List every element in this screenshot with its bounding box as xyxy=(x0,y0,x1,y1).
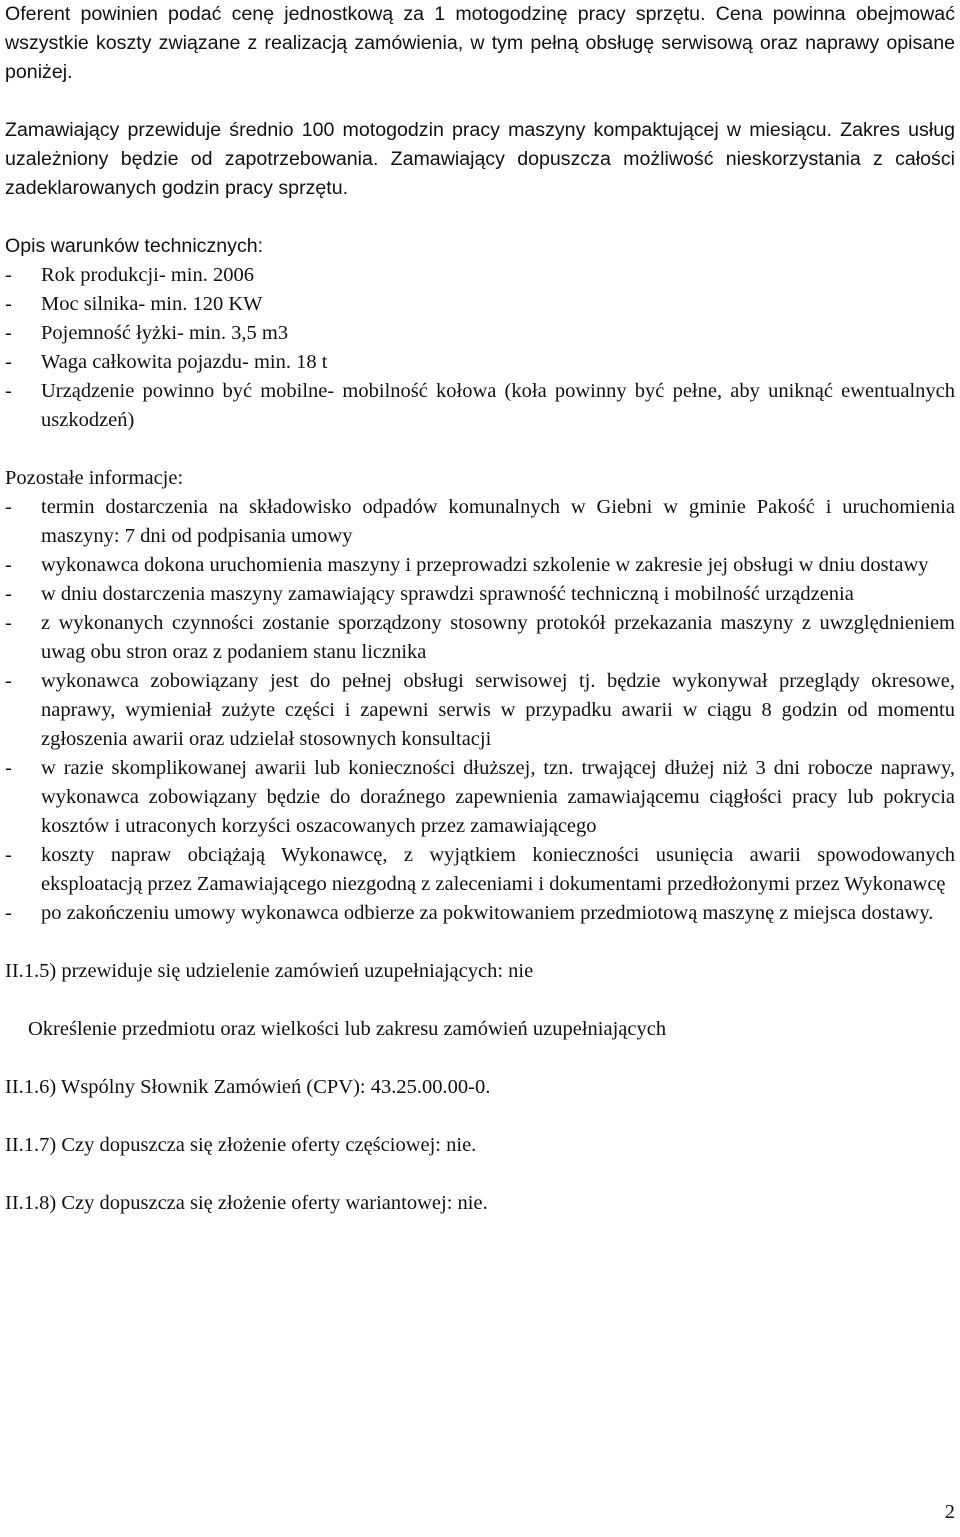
section-ii-1-6: II.1.6) Wspólny Słownik Zamówień (CPV): 43.25.00.00-0. xyxy=(5,1076,491,1098)
section-ii-1-8: II.1.8) Czy dopuszcza się złożenie oferty wariantowej: nie. xyxy=(5,1192,488,1214)
section-ii-1-5-detail: Określenie przedmiotu oraz wielkości lub zakresu zamówień uzupełniających xyxy=(28,1018,667,1040)
list-item: - koszty napraw obciążają Wykonawcę, z wyjątkiem konieczności usunięcia awarii spowodowanych eksploatacją przez Zamawiającego niezgodną z zaleceniami i dokumentami przedłożonymi przez Wykonawcę xyxy=(5,841,955,899)
dash-marker: - xyxy=(5,757,12,779)
section-ii-1-5: II.1.5) przewiduje się udzielenie zamówień uzupełniających: nie xyxy=(5,960,534,982)
list-item: - termin dostarczenia na składowisko odpadów komunalnych w Giebni w gminie Pakość i uruchomienia maszyny: 7 dni od podpisania umowy xyxy=(5,493,955,551)
list-item: - w razie skomplikowanej awarii lub konieczności dłuższej, tzn. trwającej dłużej niż 3 dni robocze naprawy, wykonawca zobowiązany będzie do doraźnego zapewnienia zamawiającemu ciągłości pracy lub pokrycia kosztów i utraconych korzyści oszacowanych przez zamawiającego xyxy=(5,754,955,841)
dash-marker: - xyxy=(5,264,12,286)
list-item: - Pojemność łyżki- min. 3,5 m3 xyxy=(5,319,955,348)
dash-marker: - xyxy=(5,902,12,924)
list-item: - Urządzenie powinno być mobilne- mobilność kołowa (koła powinny być pełne, aby uniknąć ewentualnych uszkodzeń) xyxy=(5,377,955,435)
page-number: 2 xyxy=(944,1501,955,1523)
dash-marker: - xyxy=(5,293,12,315)
dash-marker: - xyxy=(5,583,12,605)
dash-marker: - xyxy=(5,496,12,518)
dash-marker: - xyxy=(5,612,12,634)
intro-paragraph-1: Oferent powinien podać cenę jednostkową za 1 motogodzinę pracy sprzętu. Cena powinna obejmować wszystkie koszty związane z realizacją zamówienia, w tym pełną obsługę serwisową oraz naprawy opisane poniżej. xyxy=(5,3,955,83)
dash-marker: - xyxy=(5,844,12,866)
list-item: - wykonawca dokona uruchomienia maszyny i przeprowadzi szkolenie w zakresie jej obsługi w dniu dostawy xyxy=(5,551,955,580)
list-item: - po zakończeniu umowy wykonawca odbierze za pokwitowaniem przedmiotową maszynę z miejsca dostawy. xyxy=(5,899,955,928)
dash-marker: - xyxy=(5,554,12,576)
document-page xyxy=(5,0,955,1218)
list-item: - Rok produkcji- min. 2006 xyxy=(5,261,955,290)
dash-marker: - xyxy=(5,322,12,344)
intro-paragraph-2: Zamawiający przewiduje średnio 100 motogodzin pracy maszyny kompaktującej w miesiącu. Zakres usług uzależniony będzie od zapotrzebowania. Zamawiający dopuszcza możliwość nieskorzystania z całości zadeklarowanych godzin pracy sprzętu. xyxy=(5,119,955,199)
list-item: - z wykonanych czynności zostanie sporządzony stosowny protokół przekazania maszyny z uwzględnieniem uwag obu stron oraz z podaniem stanu licznika xyxy=(5,609,955,667)
other-heading: Pozostałe informacje: xyxy=(5,467,184,489)
dash-marker: - xyxy=(5,351,12,373)
dash-marker: - xyxy=(5,380,12,402)
list-item: - w dniu dostarczenia maszyny zamawiający sprawdzi sprawność techniczną i mobilność urządzenia xyxy=(5,580,955,609)
list-item: - wykonawca zobowiązany jest do pełnej obsługi serwisowej tj. będzie wykonywał przeglądy okresowe, naprawy, wymieniał zużyte części i zapewni serwis w przypadku awarii w ciągu 8 godzin od momentu zgłoszenia awarii oraz udzielał stosownych konsultacji xyxy=(5,667,955,754)
technical-list xyxy=(5,261,955,435)
technical-heading: Opis warunków technicznych: xyxy=(5,235,264,257)
dash-marker: - xyxy=(5,670,12,692)
other-list xyxy=(5,493,955,928)
section-ii-1-7: II.1.7) Czy dopuszcza się złożenie oferty częściowej: nie. xyxy=(5,1134,477,1156)
list-item: - Waga całkowita pojazdu- min. 18 t xyxy=(5,348,955,377)
list-item: - Moc silnika- min. 120 KW xyxy=(5,290,955,319)
